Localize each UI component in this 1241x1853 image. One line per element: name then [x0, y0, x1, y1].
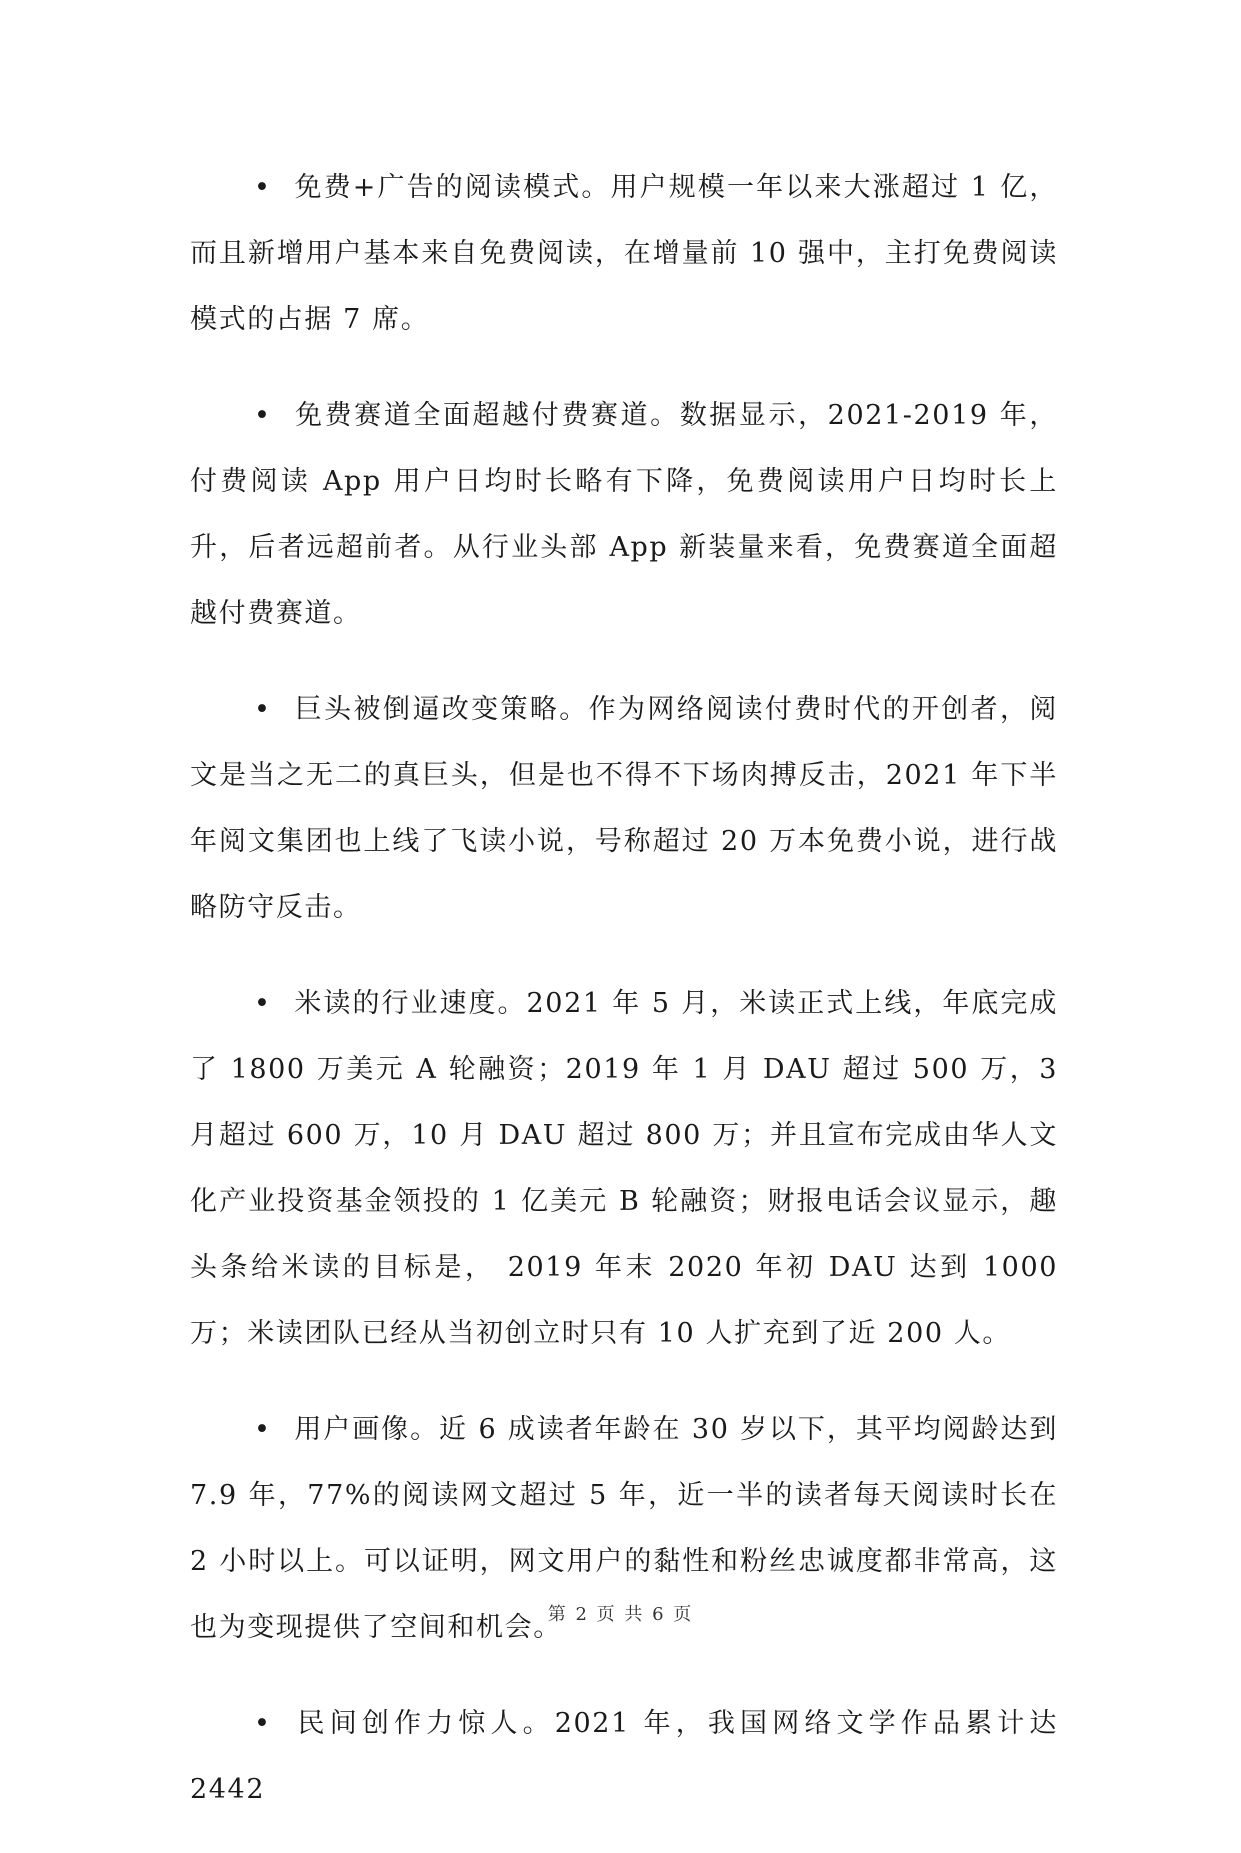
page-footer: 第 2 页 共 6 页	[547, 1604, 694, 1625]
paragraph-text: 巨头被倒逼改变策略。作为网络阅读付费时代的开创者，阅文是当之无二的真巨头，但是也不得不下场肉搏反击，2021 年下半年阅文集团也上线了飞读小说，号称超过 20 万本免费小说，进行战略防守反击。	[190, 694, 1058, 923]
paragraph-text: 用户画像。近 6 成读者年龄在 30 岁以下，其平均阅龄达到 7.9 年，77%的阅读网文超过 5 年，近一半的读者每天阅读时长在 2 小时以上。可以证明，网文用户的黏性和粉丝忠诚度都非常高，这也为变现提供了空间和机会。	[190, 1414, 1058, 1643]
bullet-icon: •	[254, 400, 272, 431]
bullet-paragraph	[190, 677, 1058, 941]
bullet-paragraph	[190, 383, 1058, 647]
body-text	[190, 155, 1058, 1853]
bullet-icon: •	[254, 1708, 272, 1739]
paragraph-text: 米读的行业速度。2021 年 5 月，米读正式上线，年底完成了 1800 万美元 A 轮融资；2019 年 1 月 DAU 超过 500 万，3 月超过 600 万，10 月 DAU 超过 800 万；并且宣布完成由华人文化产业投资基金领投的 1 亿美元 B 轮融资；财报电话会议显示，趣头条给米读的目标是， 2019 年末 2020 年初 DAU 达到 1000 万；米读团队已经从当初创立时只有 10 人扩充到了近 200 人。	[190, 988, 1058, 1349]
bullet-icon: •	[254, 1414, 272, 1445]
bullet-paragraph	[190, 155, 1058, 353]
bullet-icon: •	[254, 988, 272, 1019]
bullet-icon: •	[254, 694, 272, 725]
paragraph-text: 民间创作力惊人。2021 年，我国网络文学作品累计达 2442	[190, 1708, 1058, 1805]
paragraph-text: 免费赛道全面超越付费赛道。数据显示，2021-2019 年，付费阅读 App 用户日均时长略有下降，免费阅读用户日均时长上升，后者远超前者。从行业头部 App 新装量来看，免费赛道全面超越付费赛道。	[190, 400, 1058, 629]
bullet-paragraph	[190, 1691, 1058, 1823]
bullet-paragraph	[190, 971, 1058, 1367]
bullet-icon: •	[254, 172, 272, 203]
paragraph-text: 免费+广告的阅读模式。用户规模一年以来大涨超过 1 亿，而且新增用户基本来自免费阅读，在增量前 10 强中，主打免费阅读模式的占据 7 席。	[190, 172, 1058, 335]
